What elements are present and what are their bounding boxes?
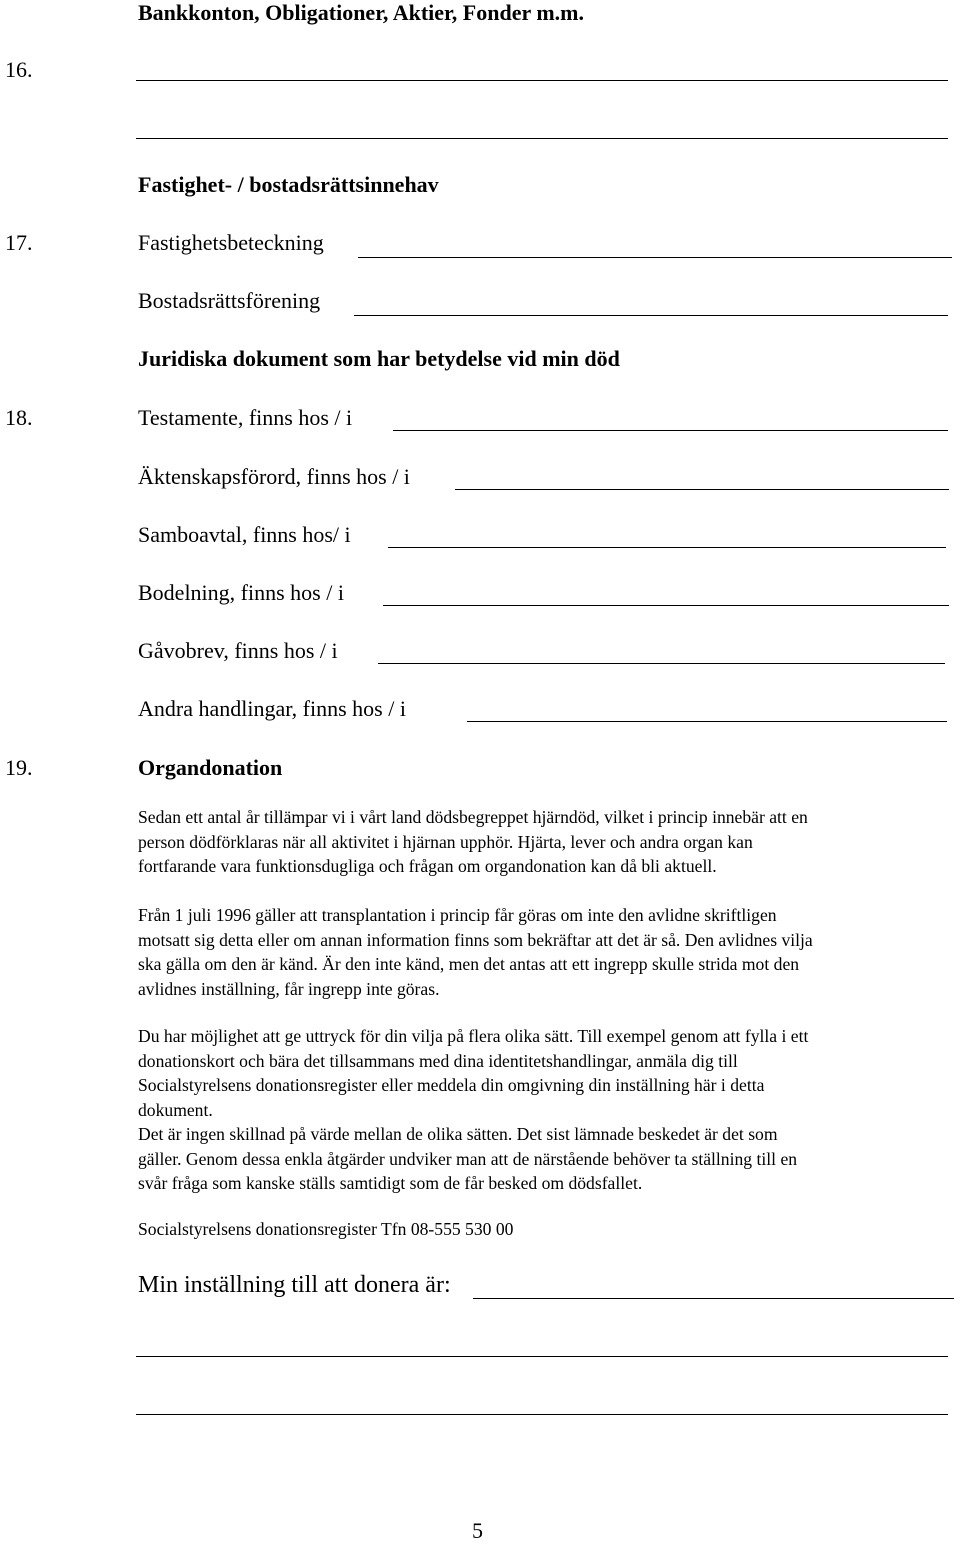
paragraph-line: Du har möjlighet att ge uttryck för din vilja på flera olika sätt. Till exempel genom att fylla i ett bbox=[138, 1026, 809, 1046]
paragraph-line: Det är ingen skillnad på värde mellan de olika sätten. Det sist lämnade beskedet är det som bbox=[138, 1124, 778, 1144]
property-designation-line[interactable] bbox=[358, 257, 952, 258]
item-number-17: 17. bbox=[5, 230, 33, 255]
gift-letter-line[interactable] bbox=[378, 663, 945, 664]
paragraph-line: Sedan ett antal år tillämpar vi i vårt land dödsbegreppet hjärndöd, vilket i princip innebär att en bbox=[138, 807, 808, 827]
property-division-line[interactable] bbox=[383, 605, 949, 606]
cohabitation-agreement-line[interactable] bbox=[388, 547, 946, 548]
section-title-legal-documents: Juridiska dokument som har betydelse vid min död bbox=[138, 346, 620, 371]
item-number-18: 18. bbox=[5, 405, 33, 430]
paragraph-line: Socialstyrelsens donationsregister eller meddela din omgivning din inställning här i detta bbox=[138, 1075, 765, 1095]
will-label: Testamente, finns hos / i bbox=[138, 405, 353, 430]
cohabitation-agreement-label: Samboavtal, finns hos/ i bbox=[138, 522, 351, 547]
organ-donation-title: Organdonation bbox=[138, 755, 283, 780]
paragraph-line: fortfarande vara funktionsdugliga och frågan om organdonation kan då bli aktuell. bbox=[138, 856, 717, 876]
donation-stance-line-1[interactable] bbox=[473, 1298, 954, 1299]
organ-donation-paragraph-2 bbox=[138, 903, 956, 1001]
housing-association-line[interactable] bbox=[354, 315, 948, 316]
donation-stance-line-2[interactable] bbox=[136, 1356, 948, 1357]
will-line[interactable] bbox=[393, 430, 948, 431]
paragraph-line: avlidnes inställning, får ingrepp inte göras. bbox=[138, 978, 440, 999]
donation-stance-line-3[interactable] bbox=[136, 1414, 948, 1415]
paragraph-line: dokument. bbox=[138, 1099, 213, 1120]
prenup-line[interactable] bbox=[455, 489, 949, 490]
paragraph-line: motsatt sig detta eller om annan information finns som bekräftar att det är så. Den avlidnes vilja bbox=[138, 929, 813, 950]
fill-line-16-a[interactable] bbox=[136, 80, 948, 81]
property-division-label: Bodelning, finns hos / i bbox=[138, 580, 344, 605]
donation-register-phone: Socialstyrelsens donationsregister Tfn 08-555 530 00 bbox=[138, 1219, 514, 1239]
donation-stance-label: Min inställning till att donera är: bbox=[138, 1272, 451, 1298]
organ-donation-paragraph-3 bbox=[138, 1024, 956, 1196]
item-number-19: 19. bbox=[5, 755, 33, 780]
paragraph-line: gäller. Genom dessa enkla åtgärder undviker man att de närstående behöver ta ställning till en bbox=[138, 1148, 798, 1169]
section-title-bank-accounts: Bankkonton, Obligationer, Aktier, Fonder m.m. bbox=[138, 0, 584, 25]
other-documents-line[interactable] bbox=[467, 721, 947, 722]
property-designation-label: Fastighetsbeteckning bbox=[138, 230, 324, 255]
gift-letter-label: Gåvobrev, finns hos / i bbox=[138, 638, 338, 663]
page-number: 5 bbox=[472, 1518, 483, 1543]
prenup-label: Äktenskapsförord, finns hos / i bbox=[138, 464, 410, 489]
paragraph-line: svår fråga som kanske ställs samtidigt som de får besked om dödsfallet. bbox=[138, 1173, 643, 1193]
paragraph-line: ska gälla om den är känd. Är den inte känd, men det antas att ett ingrepp skulle strida mot den bbox=[138, 954, 800, 974]
section-title-property: Fastighet- / bostadsrättsinnehav bbox=[138, 172, 439, 197]
other-documents-label: Andra handlingar, finns hos / i bbox=[138, 696, 406, 721]
fill-line-16-b[interactable] bbox=[136, 138, 948, 139]
paragraph-line: Från 1 juli 1996 gäller att transplantation i princip får göras om inte den avlidne skriftligen bbox=[138, 905, 777, 925]
paragraph-line: person dödförklaras när all aktivitet i hjärnan upphör. Hjärta, lever och andra organ kan bbox=[138, 831, 753, 852]
item-number-16: 16. bbox=[5, 57, 33, 82]
organ-donation-paragraph-1 bbox=[138, 805, 956, 879]
housing-association-label: Bostadsrättsförening bbox=[138, 288, 321, 313]
paragraph-line: donationskort och bära det tillsammans med dina identitetshandlingar, anmäla dig till bbox=[138, 1050, 738, 1071]
